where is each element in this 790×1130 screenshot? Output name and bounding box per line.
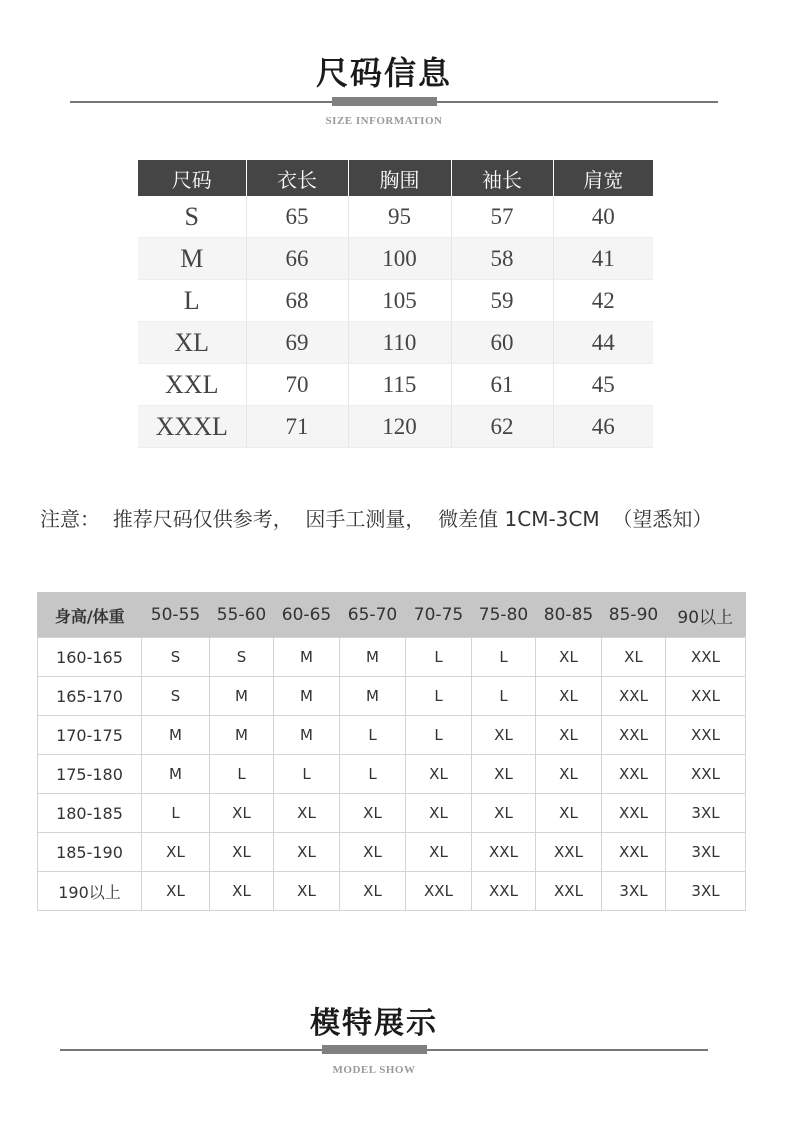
recommended-size-cell: XXL <box>666 755 746 794</box>
size-info-title: 尺码信息 <box>315 54 452 92</box>
recommended-size-cell: XL <box>406 755 472 794</box>
measurement-cell: 62 <box>451 406 553 448</box>
recommended-size-cell: XXL <box>666 677 746 716</box>
size-label-cell: XL <box>138 322 246 364</box>
measurement-cell: 68 <box>246 280 348 322</box>
header-weight-range: 85-90 <box>602 593 666 638</box>
height-range-cell: 185-190 <box>38 833 142 872</box>
recommended-size-cell: M <box>274 677 340 716</box>
measurement-cell: 44 <box>553 322 653 364</box>
size-label-cell: XXXL <box>138 406 246 448</box>
recommended-size-cell: XXL <box>602 794 666 833</box>
measurement-cell: 57 <box>451 196 553 238</box>
measurement-cell: 61 <box>451 364 553 406</box>
measurement-cell: 100 <box>348 238 451 280</box>
recommended-size-cell: M <box>210 677 274 716</box>
header-shoulder: 肩宽 <box>553 160 653 196</box>
model-show-subtitle: MODEL SHOW <box>332 1064 416 1076</box>
header-size: 尺码 <box>138 160 246 196</box>
recommended-size-cell: XL <box>536 716 602 755</box>
recommended-size-cell: M <box>274 638 340 677</box>
size-label-cell: L <box>138 280 246 322</box>
fit-table-row <box>38 872 746 911</box>
recommended-size-cell: L <box>210 755 274 794</box>
size-label-cell: XXL <box>138 364 246 406</box>
fit-table-row <box>38 755 746 794</box>
recommended-size-cell: XXL <box>536 833 602 872</box>
recommended-size-cell: S <box>142 638 210 677</box>
measurement-cell: 58 <box>451 238 553 280</box>
recommended-size-cell: L <box>406 638 472 677</box>
recommended-size-cell: XL <box>210 794 274 833</box>
measurement-cell: 115 <box>348 364 451 406</box>
height-weight-table <box>37 592 746 911</box>
fit-table-row <box>38 638 746 677</box>
header-weight-range: 50-55 <box>142 593 210 638</box>
recommended-size-cell: L <box>472 677 536 716</box>
size-info-subtitle: SIZE INFORMATION <box>325 115 443 127</box>
recommended-size-cell: 3XL <box>602 872 666 911</box>
measurement-cell: 45 <box>553 364 653 406</box>
measurement-cell: 41 <box>553 238 653 280</box>
recommended-size-cell: XL <box>142 872 210 911</box>
recommended-size-cell: S <box>210 638 274 677</box>
recommended-size-cell: XL <box>142 833 210 872</box>
measurement-cell: 70 <box>246 364 348 406</box>
measurement-cell: 59 <box>451 280 553 322</box>
height-range-cell: 160-165 <box>38 638 142 677</box>
measurement-cell: 105 <box>348 280 451 322</box>
measurement-cell: 120 <box>348 406 451 448</box>
recommended-size-cell: XL <box>274 794 340 833</box>
recommended-size-cell: XL <box>406 833 472 872</box>
recommended-size-cell: XXL <box>472 833 536 872</box>
header-weight-range: 60-65 <box>274 593 340 638</box>
measurement-cell: 60 <box>451 322 553 364</box>
header-chest: 胸围 <box>348 160 451 196</box>
recommended-size-cell: M <box>340 677 406 716</box>
fit-table-row <box>38 716 746 755</box>
recommended-size-cell: M <box>340 638 406 677</box>
recommended-size-cell: 3XL <box>666 794 746 833</box>
size-table-row <box>138 364 653 406</box>
measurement-cell: 42 <box>553 280 653 322</box>
measurement-cell: 71 <box>246 406 348 448</box>
size-measurement-table <box>138 160 653 448</box>
recommended-size-cell: XL <box>472 755 536 794</box>
recommended-size-cell: XL <box>340 833 406 872</box>
height-range-cell: 175-180 <box>38 755 142 794</box>
recommended-size-cell: M <box>142 716 210 755</box>
header-height-weight: 身高/体重 <box>38 593 142 638</box>
measurement-cell: 110 <box>348 322 451 364</box>
recommended-size-cell: L <box>406 716 472 755</box>
recommended-size-cell: XXL <box>666 638 746 677</box>
measurement-cell: 65 <box>246 196 348 238</box>
recommended-size-cell: XL <box>536 638 602 677</box>
header-weight-range: 75-80 <box>472 593 536 638</box>
recommended-size-cell: XXL <box>472 872 536 911</box>
header-weight-range: 70-75 <box>406 593 472 638</box>
fit-table-row <box>38 794 746 833</box>
height-range-cell: 165-170 <box>38 677 142 716</box>
recommended-size-cell: L <box>406 677 472 716</box>
recommended-size-cell: XXL <box>406 872 472 911</box>
recommended-size-cell: XXL <box>666 716 746 755</box>
recommended-size-cell: L <box>340 755 406 794</box>
recommended-size-cell: 3XL <box>666 833 746 872</box>
recommended-size-cell: 3XL <box>666 872 746 911</box>
size-table-header-row <box>138 160 653 196</box>
recommended-size-cell: XL <box>536 755 602 794</box>
recommended-size-cell: XL <box>536 677 602 716</box>
recommended-size-cell: XXL <box>602 716 666 755</box>
recommended-size-cell: XL <box>340 872 406 911</box>
header-sleeve: 袖长 <box>451 160 553 196</box>
size-table-row <box>138 322 653 364</box>
recommended-size-cell: XXL <box>536 872 602 911</box>
recommended-size-cell: XXL <box>602 755 666 794</box>
recommended-size-cell: XL <box>210 872 274 911</box>
model-show-title: 模特展示 <box>310 1006 438 1041</box>
size-table-row <box>138 238 653 280</box>
recommended-size-cell: XXL <box>602 833 666 872</box>
measurement-cell: 95 <box>348 196 451 238</box>
recommended-size-cell: XL <box>274 872 340 911</box>
recommended-size-cell: XXL <box>602 677 666 716</box>
fit-table-row <box>38 677 746 716</box>
recommended-size-cell: XL <box>602 638 666 677</box>
measurement-cell: 69 <box>246 322 348 364</box>
fit-table-header-row <box>38 593 746 638</box>
recommended-size-cell: L <box>472 638 536 677</box>
header-weight-range: 90以上 <box>666 593 746 638</box>
recommended-size-cell: M <box>274 716 340 755</box>
fit-table-row <box>38 833 746 872</box>
recommended-size-cell: XL <box>406 794 472 833</box>
height-range-cell: 190以上 <box>38 872 142 911</box>
header-weight-range: 55-60 <box>210 593 274 638</box>
title-divider-accent <box>332 97 437 106</box>
height-range-cell: 170-175 <box>38 716 142 755</box>
recommended-size-cell: S <box>142 677 210 716</box>
recommended-size-cell: XL <box>210 833 274 872</box>
measurement-cell: 40 <box>553 196 653 238</box>
height-range-cell: 180-185 <box>38 794 142 833</box>
recommended-size-cell: XL <box>274 833 340 872</box>
recommended-size-cell: L <box>340 716 406 755</box>
recommended-size-cell: XL <box>472 716 536 755</box>
header-weight-range: 80-85 <box>536 593 602 638</box>
model-divider-accent <box>322 1045 427 1054</box>
measurement-cell: 46 <box>553 406 653 448</box>
measurement-cell: 66 <box>246 238 348 280</box>
header-weight-range: 65-70 <box>340 593 406 638</box>
recommended-size-cell: L <box>142 794 210 833</box>
recommended-size-cell: XL <box>536 794 602 833</box>
recommended-size-cell: L <box>274 755 340 794</box>
size-table-row <box>138 196 653 238</box>
recommended-size-cell: XL <box>340 794 406 833</box>
recommended-size-cell: XL <box>472 794 536 833</box>
recommended-size-cell: M <box>210 716 274 755</box>
header-length: 衣长 <box>246 160 348 196</box>
measurement-note: 注意： 推荐尺码仅供参考， 因手工测量， 微差值 1CM-3CM （望悉知） <box>40 507 713 531</box>
size-table-row <box>138 406 653 448</box>
size-label-cell: M <box>138 238 246 280</box>
size-table-row <box>138 280 653 322</box>
recommended-size-cell: M <box>142 755 210 794</box>
size-label-cell: S <box>138 196 246 238</box>
